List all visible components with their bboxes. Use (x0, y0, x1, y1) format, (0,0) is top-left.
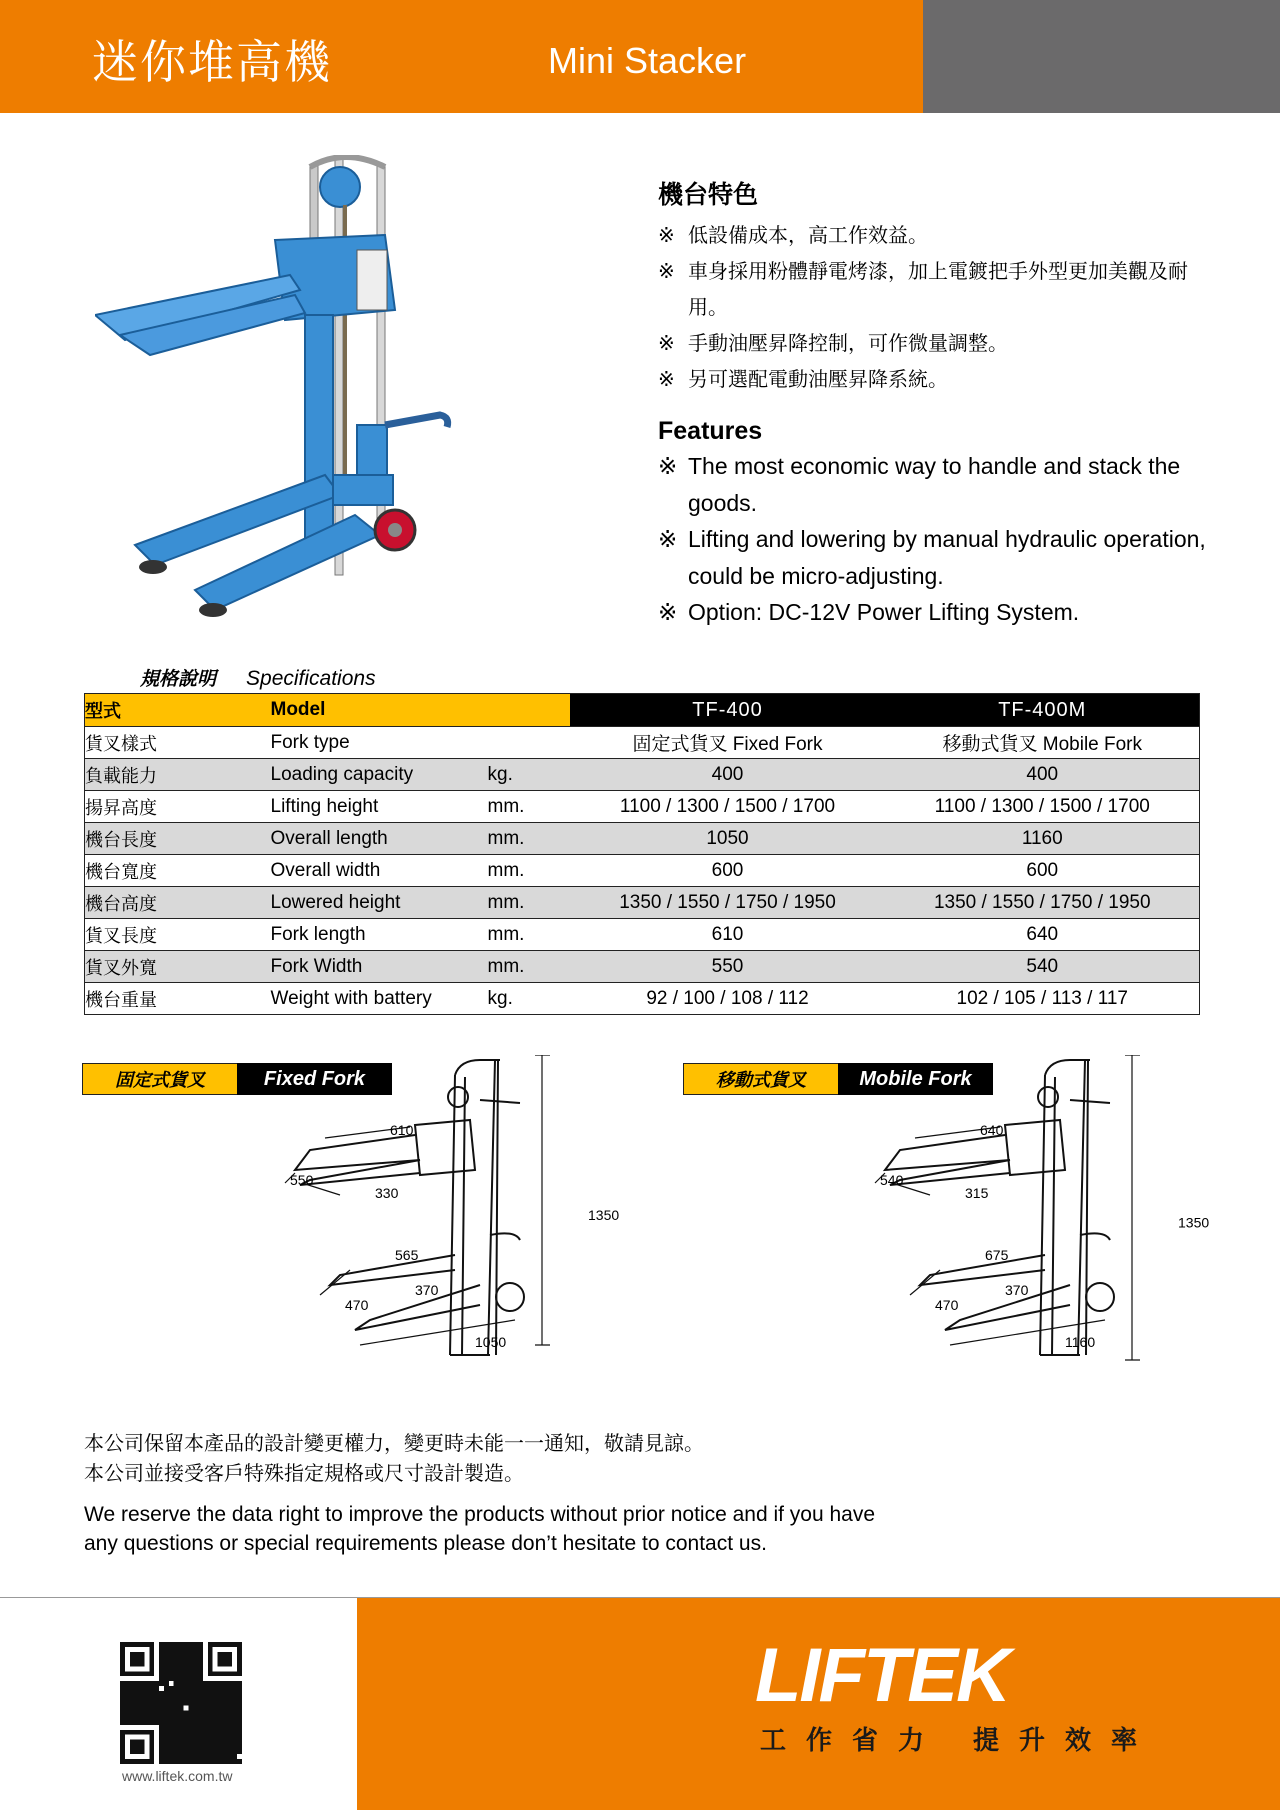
spec-row-tf400m: 102 / 105 / 113 / 117 (886, 983, 1200, 1015)
notice-english: We reserve the data right to improve the products without prior notice and if you have any questions or special requirements please don’t hesitate to contact us. (84, 1503, 876, 1555)
spec-row (85, 759, 1200, 791)
fork-gap-label: 330 (375, 1185, 399, 1201)
spec-row-unit: kg. (488, 983, 570, 1015)
spec-row-zh: 貨叉樣式 (85, 727, 271, 759)
spec-row-tf400m: 1160 (886, 823, 1200, 855)
spec-row-en: Fork Width (271, 951, 488, 983)
spec-row-tf400m: 400 (886, 759, 1200, 791)
spec-row-en: Loading capacity (271, 759, 488, 791)
leg-width-label: 470 (345, 1297, 369, 1313)
features-title-zh: 機台特色 (658, 180, 759, 209)
page-header (0, 0, 1280, 113)
spec-row-tf400: 550 (570, 951, 886, 983)
spec-header-model-2: TF-400M (886, 694, 1200, 727)
spec-row-zh: 機台高度 (85, 887, 271, 919)
spec-row (85, 887, 1200, 919)
wheel-circle (496, 1283, 524, 1311)
spec-header-row (85, 694, 1200, 727)
height-label: 1350 (588, 1207, 620, 1223)
title-english: Mini Stacker (548, 40, 747, 81)
leg-length-label: 675 (985, 1247, 1009, 1263)
spec-row-unit: mm. (488, 855, 570, 887)
spec-row-tf400: 1100 / 1300 / 1500 / 1700 (570, 791, 886, 823)
fixed-fork-drawing (280, 1055, 660, 1395)
carriage-outline (415, 1120, 475, 1175)
spec-row-en: Lifting height (271, 791, 488, 823)
spec-header-en: Model (271, 694, 570, 727)
spec-header-zh: 型式 (85, 694, 271, 727)
spec-row-en: Overall length (271, 823, 488, 855)
fork-length-label: 640 (980, 1122, 1004, 1138)
spec-row-tf400: 400 (570, 759, 886, 791)
spec-row-tf400m: 1350 / 1550 / 1750 / 1950 (886, 887, 1200, 919)
spec-row-en: Fork type (271, 727, 488, 759)
spec-row-unit: mm. (488, 951, 570, 983)
features-title-en: Features (658, 417, 763, 445)
spec-row-zh: 機台重量 (85, 983, 271, 1015)
handle-line (1080, 1233, 1110, 1240)
fork-outline (295, 1135, 420, 1185)
spec-row-unit: mm. (488, 823, 570, 855)
spec-row-unit (488, 727, 570, 759)
mobile-fork-tag: 移動式貨叉 Mobile Fork (683, 1063, 993, 1095)
fork-width-label: 550 (290, 1172, 314, 1188)
fork-gap-label: 315 (965, 1185, 989, 1201)
spec-row (85, 951, 1200, 983)
spec-row (85, 919, 1200, 951)
stacker-photo (95, 155, 495, 635)
mobile-fork-drawing (870, 1055, 1250, 1415)
spec-row-tf400m: 640 (886, 919, 1200, 951)
spec-row-tf400: 610 (570, 919, 886, 951)
fork-outline (885, 1135, 1010, 1185)
spec-row-en: Lowered height (271, 887, 488, 919)
spec-row (85, 983, 1200, 1015)
spec-row-en: Weight with battery (271, 983, 488, 1015)
fixed-fork-tag: 固定式貨叉 Fixed Fork (82, 1063, 392, 1095)
spec-row-en: Overall width (271, 855, 488, 887)
fork-length-label: 610 (390, 1122, 414, 1138)
feature-en-3: ※ Option: DC-12V Power Lifting System. (658, 599, 1080, 625)
liftek-logo (755, 1643, 1175, 1707)
mast-line (450, 1060, 500, 1355)
feature-zh-2: ※ 車身採用粉體靜電烤漆，加上電鍍把手外型更加美觀及耐用。 (658, 259, 1188, 319)
spec-row (85, 855, 1200, 887)
spec-row-unit: kg. (488, 759, 570, 791)
leg-length-label: 565 (395, 1247, 419, 1263)
spec-row-zh: 貨叉長度 (85, 919, 271, 951)
spec-row (85, 791, 1200, 823)
spec-row-en: Fork length (271, 919, 488, 951)
inner-width-label: 370 (415, 1282, 439, 1298)
spec-row-unit: mm. (488, 887, 570, 919)
specs-caption: 規格說明 Specifications (140, 667, 376, 690)
title-chinese: 迷你堆高機 (92, 35, 332, 89)
spec-row (85, 823, 1200, 855)
website-url[interactable]: www.liftek.com.tw (122, 1768, 233, 1784)
spec-header-model-1: TF-400 (570, 694, 886, 727)
feature-zh-3: ※ 手動油壓昇降控制，可作微量調整。 (658, 331, 1008, 355)
feature-zh-4: ※ 另可選配電動油壓昇降系統。 (658, 367, 948, 391)
carriage-outline (1005, 1120, 1065, 1175)
header-gray-band (923, 0, 1280, 113)
spec-row-zh: 機台寬度 (85, 855, 271, 887)
leg-width-label: 470 (935, 1297, 959, 1313)
spec-row-tf400: 固定式貨叉 Fixed Fork (570, 727, 886, 759)
spec-row-tf400m: 600 (886, 855, 1200, 887)
overall-length-label: 1050 (475, 1334, 507, 1350)
spec-row-zh: 負載能力 (85, 759, 271, 791)
spec-row-tf400: 600 (570, 855, 886, 887)
inner-width-label: 370 (1005, 1282, 1029, 1298)
height-dim-line (1125, 1055, 1140, 1360)
feature-en-1: ※ The most economic way to handle and stack the goods. (658, 453, 1181, 516)
notice-chinese: 本公司保留本產品的設計變更權力，變更時未能一一通知，敬請見諒。 本公司並接受客戶特殊指定規格或尺寸設計製造。 (84, 1431, 704, 1485)
wheel-circle (1086, 1283, 1114, 1311)
spec-row-tf400m: 540 (886, 951, 1200, 983)
spec-row-tf400: 92 / 100 / 108 / 112 (570, 983, 886, 1015)
spec-row-tf400m: 移動式貨叉 Mobile Fork (886, 727, 1200, 759)
spec-row (85, 727, 1200, 759)
spec-row-tf400m: 1100 / 1300 / 1500 / 1700 (886, 791, 1200, 823)
handle-line (490, 1233, 520, 1240)
mast-line (1040, 1060, 1090, 1355)
svg-text:LIFTEK: LIFTEK (755, 1643, 1009, 1707)
fork-width-label: 540 (880, 1172, 904, 1188)
spec-row-unit: mm. (488, 919, 570, 951)
spec-row-zh: 機台長度 (85, 823, 271, 855)
spec-row-zh: 貨叉外寬 (85, 951, 271, 983)
spec-row-tf400: 1350 / 1550 / 1750 / 1950 (570, 887, 886, 919)
spec-row-unit: mm. (488, 791, 570, 823)
spec-row-tf400: 1050 (570, 823, 886, 855)
features-section (658, 175, 1218, 631)
feature-en-2: ※ Lifting and lowering by manual hydraulic operation, could be micro-adjusting. (658, 526, 1206, 589)
height-label: 1350 (1178, 1214, 1210, 1231)
overall-length-label: 1160 (1065, 1334, 1096, 1350)
height-dim-line (535, 1055, 550, 1345)
slogan: 工作省力 提升效率 (760, 1726, 1158, 1756)
qr-code-icon[interactable] (120, 1642, 242, 1764)
spec-row-zh: 揚昇高度 (85, 791, 271, 823)
feature-zh-1: ※ 低設備成本，高工作效益。 (658, 223, 928, 247)
spec-table (84, 693, 1200, 1015)
